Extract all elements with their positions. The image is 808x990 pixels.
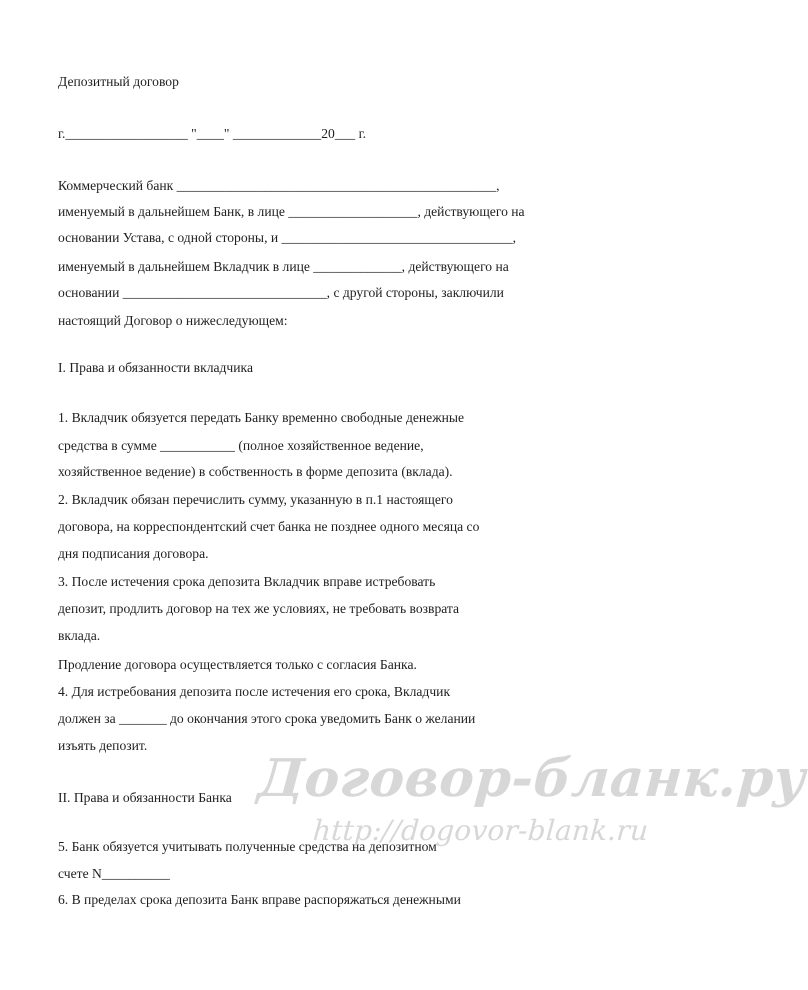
clause-line: изъять депозит. [58,738,148,753]
clause-line: должен за _______ до окончания этого срока уведомить Банк о желании [58,711,476,726]
watermark-logo: Договор-бланк.ру [255,748,808,809]
clause-line: дня подписания договора. [58,546,209,561]
preamble-line: именуемый в дальнейшем Банк, в лице ___________________, действующего на [58,204,525,219]
clause-line: вклада. [58,628,101,643]
preamble-line: Коммерческий банк _______________________________________________, [58,178,500,193]
clause-line: хозяйственное ведение) в собственность в форме депозита (вклада). [58,464,453,479]
preamble-line: основании ______________________________, с другой стороны, заключили [58,285,504,300]
place-date-line: г.__________________ "____" _____________20___ г. [58,126,367,141]
clause-line: счете N__________ [58,866,170,881]
section-title-depositor: I. Права и обязанности вкладчика [58,360,253,375]
preamble-line: настоящий Договор о нижеследующем: [58,313,288,328]
clause-line: 6. В пределах срока депозита Банк вправе распоряжаться денежными [58,892,461,907]
preamble-line: именуемый в дальнейшем Вкладчик в лице _____________, действующего на [58,259,509,274]
clause-line: 1. Вкладчик обязуется передать Банку временно свободные денежные [58,410,465,425]
clause-line: 3. После истечения срока депозита Вкладчик вправе истребовать [58,574,436,589]
clause-line: 5. Банк обязуется учитывать полученные средства на депозитном [58,839,437,854]
clause-line: 4. Для истребования депозита после истечения его срока, Вкладчик [58,684,451,699]
preamble-line: основании Устава, с одной стороны, и __________________________________, [58,230,517,245]
document-title: Депозитный договор [58,74,179,89]
clause-line: Продление договора осуществляется только с согласия Банка. [58,657,417,672]
clause-line: договора, на корреспондентский счет банка не позднее одного месяца со [58,519,480,534]
clause-line: 2. Вкладчик обязан перечислить сумму, указанную в п.1 настоящего [58,492,453,507]
watermark-url: http://dogovor-blank.ru [311,814,650,847]
clause-line: депозит, продлить договор на тех же условиях, не требовать возврата [58,601,460,616]
section-title-bank: II. Права и обязанности Банка [58,790,232,805]
clause-line: средства в сумме ___________ (полное хозяйственное ведение, [58,438,424,453]
